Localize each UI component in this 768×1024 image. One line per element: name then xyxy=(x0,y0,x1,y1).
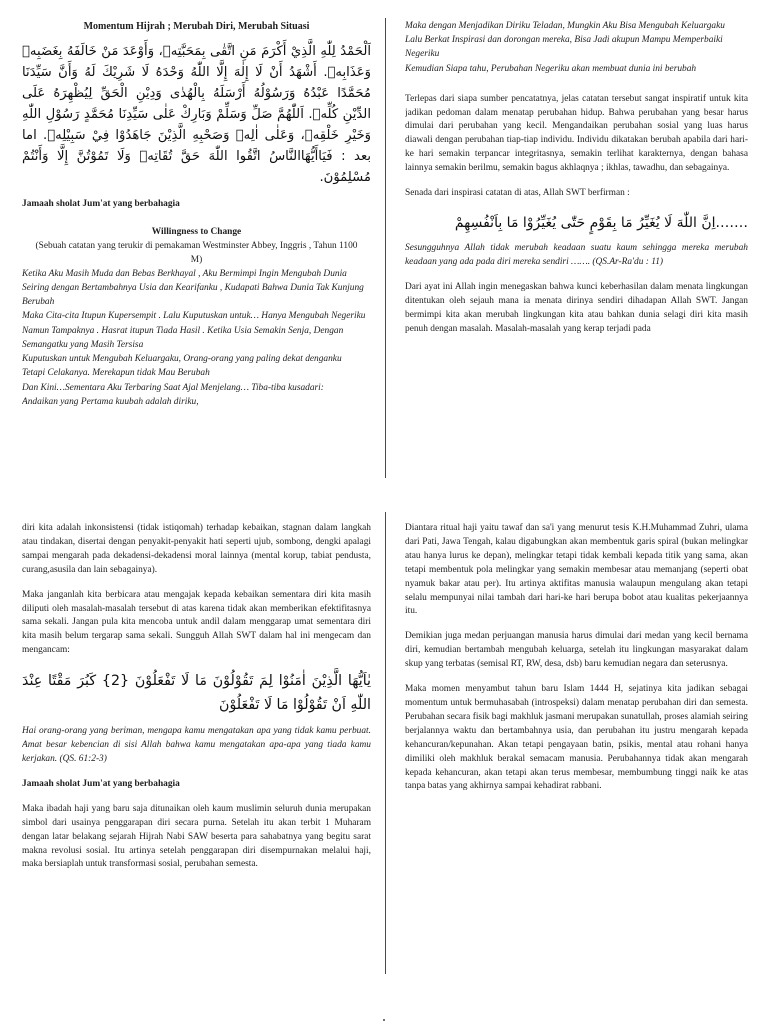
paragraph-kunci-keberhasilan: Dari ayat ini Allah ingin menegaskan bahwa kunci keberhasilan dalam menata lingkungan ditentukan oleh sejauh mana ia menata dirinya sendiri dihadapan Allah SWT. Jangan bermimpi kita akan merubah lingkungan kita atau bahkan dunia selagi diri kita masih penuh dengan masalah. Masalah-masalah yang kerap terjadi pada xyxy=(405,281,748,334)
poem-line: Kuputuskan untuk Mengubah Keluargaku, Orang-orang yang paling dekat denganku xyxy=(22,353,342,364)
poem-line: Dan Kini…Sementara Aku Terbaring Saat Ajal Menjelang… Tiba-tiba kusadari: xyxy=(22,382,324,393)
arabic-ayat-ar-rad: …….اِنَّ اللّٰهَ لَا يُغَيِّرُ مَا بِقَوْمٍ حَتّٰى يُغَيِّرُوْا مَا بِاَنْفُسِهِمْ xyxy=(454,214,748,231)
willingness-subtitle: (Sebuah catatan yang terukir di pemakaman Westminster Abbey, Inggris , Tahun 1100 M) xyxy=(35,240,358,265)
column-top-left xyxy=(22,20,371,480)
poem-line: Ketika Aku Masih Muda dan Bebas Berkhayal , Aku Bermimpi Ingin Mengubah Dunia xyxy=(22,268,347,279)
paragraph-tawaf-sai: Diantara ritual haji yaitu tawaf dan sa'i yang menurut tesis K.H.Muhammad Zuhri, ulama dari Pati, Jawa Tengah, kalau digabungkan akan membentuk garis spiral (bukan melingkar atau hanya lurus ke depan), melingkar tetapi tidak kembali kepada titik yang sama, akan tetapi membentuk pola melingkar yang semakin membesar atau memanjang (seperti obat nyamuk bakar atau per). Itu artinya aktifitas manusia walaupun mengulang akan tetapi selalu mempunyai nilai tambah dari hari-ke hari berupa bobot atau kualitas pekerjaannya itu. xyxy=(405,523,748,617)
poem-line: Maka dengan Menjadikan Diriku Teladan, Mungkin Aku Bisa Mengubah Keluargaku xyxy=(405,21,725,31)
poem-line: Namun Tampaknya . Hasrat itupun Tiada Hasil . Ketika Usia Semakin Senja, Dengan Semangatku yang Masih Tersisa xyxy=(22,325,344,350)
column-top-right xyxy=(405,20,748,480)
poem-line: Kemudian Siapa tahu, Perubahan Negeriku akan membuat dunia ini berubah xyxy=(405,63,697,74)
poem-line: Tetapi Celakanya. Merekapun tidak Mau Berubah xyxy=(22,368,210,379)
paragraph-inspirasi: Terlepas dari siapa sumber pencatatnya, jelas catatan tersebut sangat inspiratif untuk kita jadikan pedoman dalam menatap perubahan hidup. Bahwa perubahan yang besar harus dimulai dari perubahan yang kecil. Mengandaikan perubahan sosial yang luas harus diawali dengan perubahan tiap-tiap individu. Individu dikatakan berubah apabila dari hari-ke hari semakin terpancar integritasnya, semakin terlihat karakternya, dengan bahasa lainnya semakin berilmu, semakin bagus akhlaqnya ; ikhlas, tawadhu, dan sebagainya. xyxy=(405,93,748,174)
willingness-title: Willingness to Change xyxy=(151,226,242,237)
poem-part-2 xyxy=(405,20,748,77)
column-bottom-left xyxy=(22,522,371,974)
paragraph-inkonsistensi: diri kita adalah inkonsistensi (tidak istiqomah) terhadap kebaikan, stagnan dalam langkah atau tindakan, disertai dengan penyakit-penyakit hati seperti ujub, sombong, dengki apalagi sampai mengarah pada dekadensi-dekadensi moral lainnya (mental korup, tabiat pendusta, curang,asusila dan lain sebagainya). xyxy=(22,523,371,575)
arabic-opening: اَلْحَمْدُ لِلّٰهِ الَّذِيْ أَكْرَمَ مَنِ اتَّقٰى بِمَحَبَّتِهٖ، وَأَوْعَدَ مَنْ خَالَفَهُ بِغَضَبِهٖ وَعَذَابِهٖ. أَشْهَدُ أَنْ لَا إِلٰهَ إِلَّا اللّٰهُ وَحْدَهُ لَا شَرِيْكَ لَهُ وَأَنَّ سَيِّدَنَا مُحَمَّدًا عَبْدُهُ وَرَسُوْلُهُ أَرْسَلَهُ بِالْهُدٰى وَدِيْنِ الْحَقِّ لِيُظْهِرَهُ عَلَى الدِّيْنِ كُلِّهٖ. اَللّٰهُمَّ صَلِّ وَسَلِّمْ وَبَارِكْ عَلٰى سَيِّدِنَا مُحَمَّدٍ رَسُوْلِ اللّٰهِ وَخَيْرِ خَلْقِهٖ، وَعَلٰى اٰلِهٖ وَصَحْبِهِ الَّذِيْنَ جَاهَدُوْا فِيْ سَبِيْلِهٖ. اما بعد : فَيَاأَيُّهَاالنَّاسُ اتَّقُوا اللّٰهَ حَقَّ تُقَاتِهٖ وَلَا تَمُوْتُنَّ إِلَّا وَأَنْتُمْ مُسْلِمُوْنَ. xyxy=(22,43,371,185)
arabic-ayat-as-saff: يٰاَيُّهَا الَّذِيْنَ اٰمَنُوْا لِمَ تَقُوْلُوْنَ مَا لَا تَفْعَلُوْنَ {2} كَبُرَ مَقْتًا عِنْدَ اللّٰهِ اَنْ تَقُوْلُوْا مَا لَا تَفْعَلُوْنَ xyxy=(22,673,371,714)
column-divider-bottom xyxy=(385,512,386,974)
poem-line: Seiring dengan Bertambahnya Usia dan Kearifanku , Kudapati Bahwa Dunia Tak Kunjung Berubah xyxy=(22,282,364,307)
jamaah-greeting-2: Jamaah sholat Jum'at yang berbahagia xyxy=(22,778,180,789)
poem-line: Maka Cita-cita Itupun Kupersempit . Lalu Kuputuskan untuk… Hanya Mengubah Negeriku xyxy=(22,311,366,322)
translation-ar-rad: Sesungguhnya Allah tidak merubah keadaan suatu kaum sehingga mereka merubah keadaan yang ada pada diri mereka sendiri ……. (QS.Ar-Ra'du : 11) xyxy=(405,242,748,267)
paragraph-tahun-baru: Maka momen menyambut tahun baru Islam 1444 H, sejatinya kita jadikan sebagai momentum untuk bermuhasabah (introspeksi) dalam menatap perubahan diri dan semesta. Perubahan secara fisik bagi makhluk jasmani merupakan sunatullah, proses alamiah seiring berjalannya waktu dan bertambahnya usia, dan perubahan itu justru mengarah kepada kehancuran/kepunahan. Akan tetapi pengayaan batin, psikis, mental atau rohani hanya dimiliki oleh makhluk berakal semacam manusia. Perubahannya tidak akan mengarah kepada kehancuran, akan tetapi akan terus membesar, membumbung tinggi naik ke atas tanpa batas yang akhirnya sampai kehadirat rabbani. xyxy=(405,684,748,792)
paragraph-senada: Senada dari inspirasi catatan di atas, Allah SWT berfirman : xyxy=(405,188,630,199)
jamaah-greeting-1: Jamaah sholat Jum'at yang berbahagia xyxy=(22,198,180,209)
paragraph-janganlah: Maka janganlah kita berbicara atau mengajak kepada kebaikan sementara diri kita masih diliputi oleh masalah-masalah tersebut di atas karena tidak akan memberikan efektifitasnya sama sekali. Jangan pula kita mencoba untuk andil dalam menggarap umat sementara diri kita masih belum tergarap sama sekali. Sungguh Allah SWT dalam hal ini mengecam dan mengancam: xyxy=(22,589,371,656)
column-divider-top xyxy=(385,18,386,478)
poem-line: Andaikan yang Pertama kuubah adalah diriku, xyxy=(22,397,199,408)
column-bottom-right xyxy=(405,522,748,974)
page-mark xyxy=(383,1019,385,1021)
translation-as-saff: Hai orang-orang yang beriman, mengapa kamu mengatakan apa yang tidak kamu perbuat. Amat besar kebencian di sisi Allah bahwa kamu mengatakan apa-apa yang tiada kamu kerjakan. (QS. 61:2-3) xyxy=(22,726,371,764)
poem-part-1 xyxy=(22,268,371,411)
poem-line: Lalu Berkat Inspirasi dan dorongan mereka, Bisa Jadi akupun Mampu Memperbaiki Negeriku xyxy=(405,35,723,60)
paragraph-ibadah-haji: Maka ibadah haji yang baru saja ditunaikan oleh kaum muslimin seluruh dunia merupakan simbol dari usainya penggarapan diri secara purna. Setelah itu akan terbit 1 Muharam dengan latar belakang sejarah Hijrah Nabi SAW beserta para sahabatnya yang begitu sarat makna revolusi sosial. Itu artinya setelah penggarapan diri disempurnakan melalui haji, maka bersiaplah untuk transformasi sosial, perubahan semesta. xyxy=(22,803,371,870)
sermon-title: Momentum Hijrah ; Merubah Diri, Merubah Situasi xyxy=(83,21,310,32)
paragraph-medan-perjuangan: Demikian juga medan perjuangan manusia harus dimulai dari medan yang kecil bernama diri, kemudian bertambah mengubah keluarga, setelah itu lingkungan masyarakat dalam skup yang terbatas (semisal RT, RW, desa, dsb) baru kemudian negara dan seterusnya. xyxy=(405,631,748,670)
